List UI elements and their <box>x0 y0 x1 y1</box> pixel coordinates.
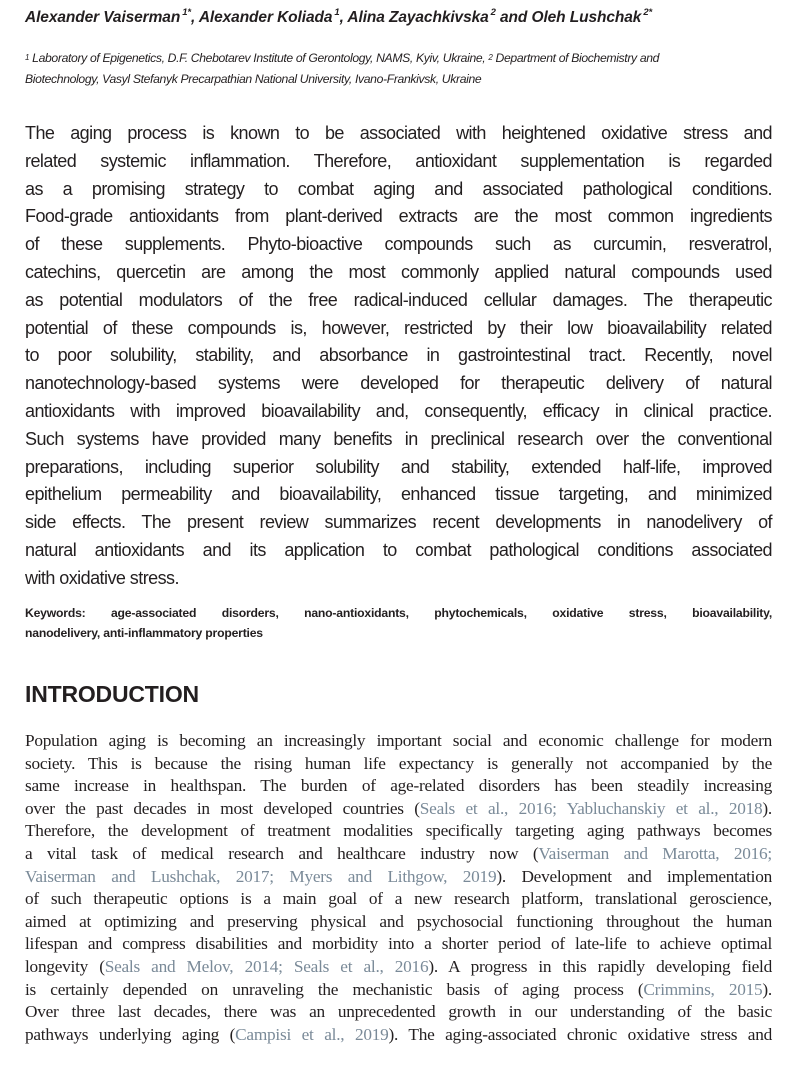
body-text: longevity ( <box>25 956 105 976</box>
body-text: lifespan and compress disabilities and morbidity into a shorter period of late-life to achieve optimal <box>25 934 772 954</box>
abstract-line: catechins, quercetin are among the most commonly applied natural compounds used <box>25 261 772 282</box>
body-text: Over three last decades, there was an unprecedented growth in our understanding of the basic <box>25 1002 772 1022</box>
body-line <box>25 820 772 843</box>
abstract-line: side effects. The present review summarizes recent developments in nanodelivery of <box>25 512 772 533</box>
body-line <box>25 1001 772 1024</box>
body-text: aimed at optimizing and preserving physical and psychosocial functioning throughout the human <box>25 911 772 931</box>
citation-link[interactable]: Crimmins, 2015 <box>643 979 763 999</box>
keywords-line: Keywords: age-associated disorders, nano-antioxidants, phytochemicals, oxidative stress, bioavailability, <box>25 606 772 620</box>
abstract-line: preparations, including superior solubility and stability, extended half-life, improved <box>25 456 772 477</box>
citation-link[interactable]: Seals and Melov, 2014; Seals et al., 2016 <box>104 956 429 976</box>
abstract-line: with oxidative stress. <box>25 567 179 588</box>
abstract-line: related systemic inflammation. Therefore, antioxidant supplementation is regarded <box>25 150 772 171</box>
body-text: is certainly depended on unraveling the mechanistic basis of aging process ( <box>25 979 644 999</box>
abstract-line: as a promising strategy to combat aging and associated pathological conditions. <box>25 178 772 199</box>
body-line <box>25 730 772 753</box>
affiliation-line: $^1$ Laboratory of Epigenetics, D.F. Chebotarev Institute of Gerontology, NAMS, Kyiv, Ukraine, $^2$ Department of Biochemistry and <box>25 51 660 65</box>
body-text: ). <box>762 798 772 818</box>
body-line <box>25 1024 772 1047</box>
abstract-line: Food-grade antioxidants from plant-derived extracts are the most common ingredients <box>25 206 772 227</box>
abstract-line: antioxidants with improved bioavailability and, consequently, efficacy in clinical practice. <box>25 400 772 421</box>
abstract <box>25 120 772 593</box>
citation-link[interactable]: Seals et al., 2016; Yabluchanskiy et al., 2018 <box>419 798 763 818</box>
author: Alexander Vaiserman $^{1*}$, <box>25 7 199 26</box>
body-line <box>25 866 772 889</box>
body-line <box>25 956 772 979</box>
abstract-line: potential of these compounds is, however, restricted by their low bioavailability related <box>25 317 772 338</box>
body-line <box>25 775 772 798</box>
abstract-line: Such systems have provided many benefits in preclinical research over the conventional <box>25 428 772 449</box>
author-list <box>25 9 772 27</box>
keywords <box>25 603 772 643</box>
body-line <box>25 888 772 911</box>
abstract-line: as potential modulators of the free radical-induced cellular damages. The therapeutic <box>25 289 772 310</box>
author: Alina Zayachkivska $^2$ and <box>347 7 532 26</box>
citation-link[interactable]: Vaiserman and Lushchak, 2017; Myers and Lithgow, 2019 <box>25 866 497 886</box>
abstract-line: natural antioxidants and its application to combat pathological conditions associated <box>25 539 772 560</box>
abstract-line: The aging process is known to be associated with heightened oxidative stress and <box>25 123 772 143</box>
body-text: over the past decades in most developed countries ( <box>25 798 420 818</box>
body-text: a vital task of medical research and healthcare industry now ( <box>25 843 539 863</box>
body-text: Population aging is becoming an increasingly important social and economic challenge for modern <box>25 731 772 750</box>
body-line <box>25 798 772 821</box>
body-text: society. This is because the rising human life expectancy is generally not accompanied by the <box>25 753 772 773</box>
body-line <box>25 979 772 1002</box>
affiliation-line: Biotechnology, Vasyl Stefanyk Precarpathian National University, Ivano-Frankivsk, Ukraine <box>25 72 482 86</box>
abstract-line: to poor solubility, stability, and absorbance in gastrointestinal tract. Recently, novel <box>25 345 772 366</box>
body-text: Therefore, the development of treatment modalities specifically targeting aging pathways becomes <box>25 821 772 841</box>
introduction-body <box>25 730 772 1046</box>
affiliations <box>25 48 775 90</box>
body-text: of such therapeutic options is a main goal of a new research platform, translational geroscience, <box>25 889 772 909</box>
citation-link[interactable]: Vaiserman and Marotta, 2016; <box>538 843 772 863</box>
body-line <box>25 911 772 934</box>
body-text: pathways underlying aging ( <box>25 1024 236 1044</box>
author: Alexander Koliada $^1$, <box>198 7 348 26</box>
body-text: same increase in healthspan. The burden of age-related disorders has been steadily increasing <box>25 776 772 796</box>
abstract-line: epithelium permeability and bioavailability, enhanced tissue targeting, and minimized <box>25 484 772 505</box>
keywords-line: nanodelivery, anti-inflammatory properties <box>25 626 263 640</box>
body-text: ). A progress in this rapidly developing field <box>428 956 772 976</box>
body-line <box>25 933 772 956</box>
body-line <box>25 843 772 866</box>
section-heading-introduction: INTRODUCTION <box>25 681 199 707</box>
citation-link[interactable]: Campisi et al., 2019 <box>235 1024 389 1044</box>
body-text: ). <box>762 979 772 999</box>
body-text: ). The aging-associated chronic oxidative stress and <box>388 1024 772 1044</box>
body-text: ). Development and implementation <box>496 866 772 886</box>
abstract-line: nanotechnology-based systems were developed for therapeutic delivery of natural <box>25 373 772 394</box>
abstract-line: of these supplements. Phyto-bioactive compounds such as curcumin, resveratrol, <box>25 234 772 255</box>
author: Oleh Lushchak $^{2*}$ <box>531 7 653 26</box>
body-line <box>25 753 772 776</box>
